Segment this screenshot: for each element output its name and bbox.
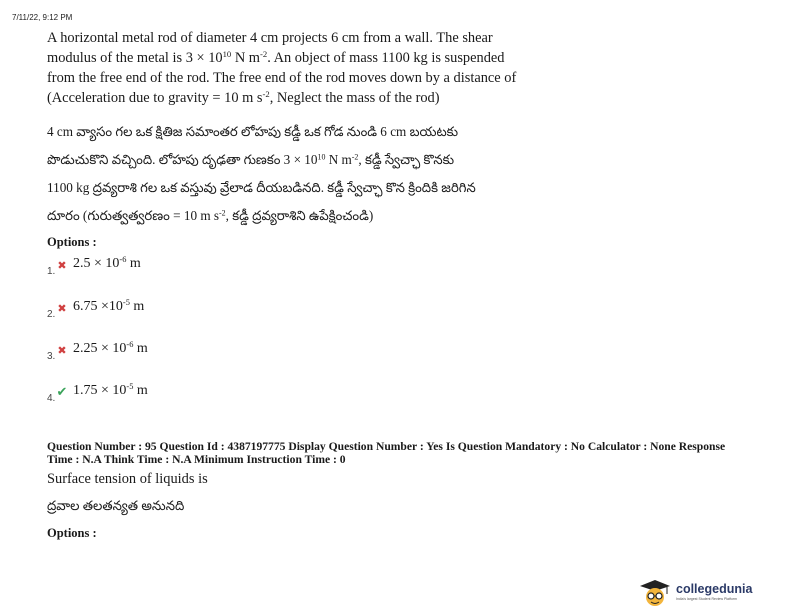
question-english-line: from the free end of the rod. The free end of the rod moves down by a distance of (47, 70, 517, 86)
logo-tagline: India's largest Student Review Platform (676, 597, 737, 601)
question-english-line: (Acceleration due to gravity = 10 m $s^{-2}$, Neglect the mass of the rod) (47, 88, 440, 106)
option-3[interactable] (47, 341, 148, 362)
question-telugu-line: 1100 kg ద్రవ్యరాశి గల ఒక వస్తువు వ్రేలాడ దీయబడినది. కడ్డీ స్వేచ్ఛా కొన క్రిందికి జరిగిన (47, 180, 476, 195)
option-number: 4. (47, 393, 56, 404)
options-label: Options : (47, 235, 97, 249)
cross-icon: ✖ (57, 345, 67, 357)
question-metadata (47, 440, 767, 466)
question-telugu-line: దూరం (గురుత్వత్వరణం = 10 m $s^{-2}$, కడ్డీ ద్రవ్యరాశిని ఉపేక్షించండి) (47, 208, 374, 223)
question-telugu (47, 118, 587, 230)
question2-english: Surface tension of liquids is (47, 471, 208, 487)
question-english-line: A horizontal metal rod of diameter 4 cm projects 6 cm from a wall. The shear (47, 30, 493, 46)
option-number: 3. (47, 351, 56, 362)
mascot-icon (636, 578, 674, 608)
options-label: Options : (47, 526, 97, 540)
collegedunia-logo (636, 578, 786, 608)
logo-text: collegedunia (676, 582, 753, 596)
option-number: 1. (47, 266, 56, 277)
metadata-line: Question Number : 95 Question Id : 4387197775 Display Question Number : Yes Is Question Mandatory : No Calculator : None Response (47, 440, 726, 453)
question-english (47, 28, 573, 108)
option-value: $2.5 \times 10^{-6}$ m (73, 254, 141, 271)
option-value: $1.75 \times 10^{-5}$ m (73, 381, 148, 398)
option-4[interactable] (47, 383, 148, 404)
option-number: 2. (47, 309, 56, 320)
timestamp: 7/11/22, 9:12 PM (12, 13, 73, 22)
option-value: $2.25 \times 10^{-6}$ m (73, 339, 148, 356)
question-telugu-line: పొడుచుకొని వచ్చింది. లోహపు దృఢతా గుణకం $3 \times 10^{10}$ N $m^{-2}$, కడ్డీ స్వేచ్ఛా కొనకు (47, 152, 455, 167)
cross-icon: ✖ (57, 303, 67, 315)
question-telugu-line: 4 cm వ్యాసం గల ఒక క్షితిజ సమాంతర లోహపు కడ్డీ ఒక గోడ నుండి 6 cm బయటకు (47, 124, 459, 139)
cross-icon: ✖ (57, 260, 67, 272)
checkmark-icon: ✔ (56, 384, 68, 399)
option-value: $6.75 \times 10^{-5}$ m (73, 297, 145, 314)
metadata-line: Time : N.A Think Time : N.A Minimum Instruction Time : 0 (47, 453, 346, 466)
option-2[interactable] (47, 299, 144, 320)
question2-telugu: ద్రవాల తలతన్యత అనునది (47, 498, 185, 513)
option-1[interactable] (47, 256, 141, 277)
question-english-line: modulus of the metal is $3 \times 10^{10}$ N $m^{-2}$. An object of mass 1100 kg is suspended (47, 48, 505, 66)
